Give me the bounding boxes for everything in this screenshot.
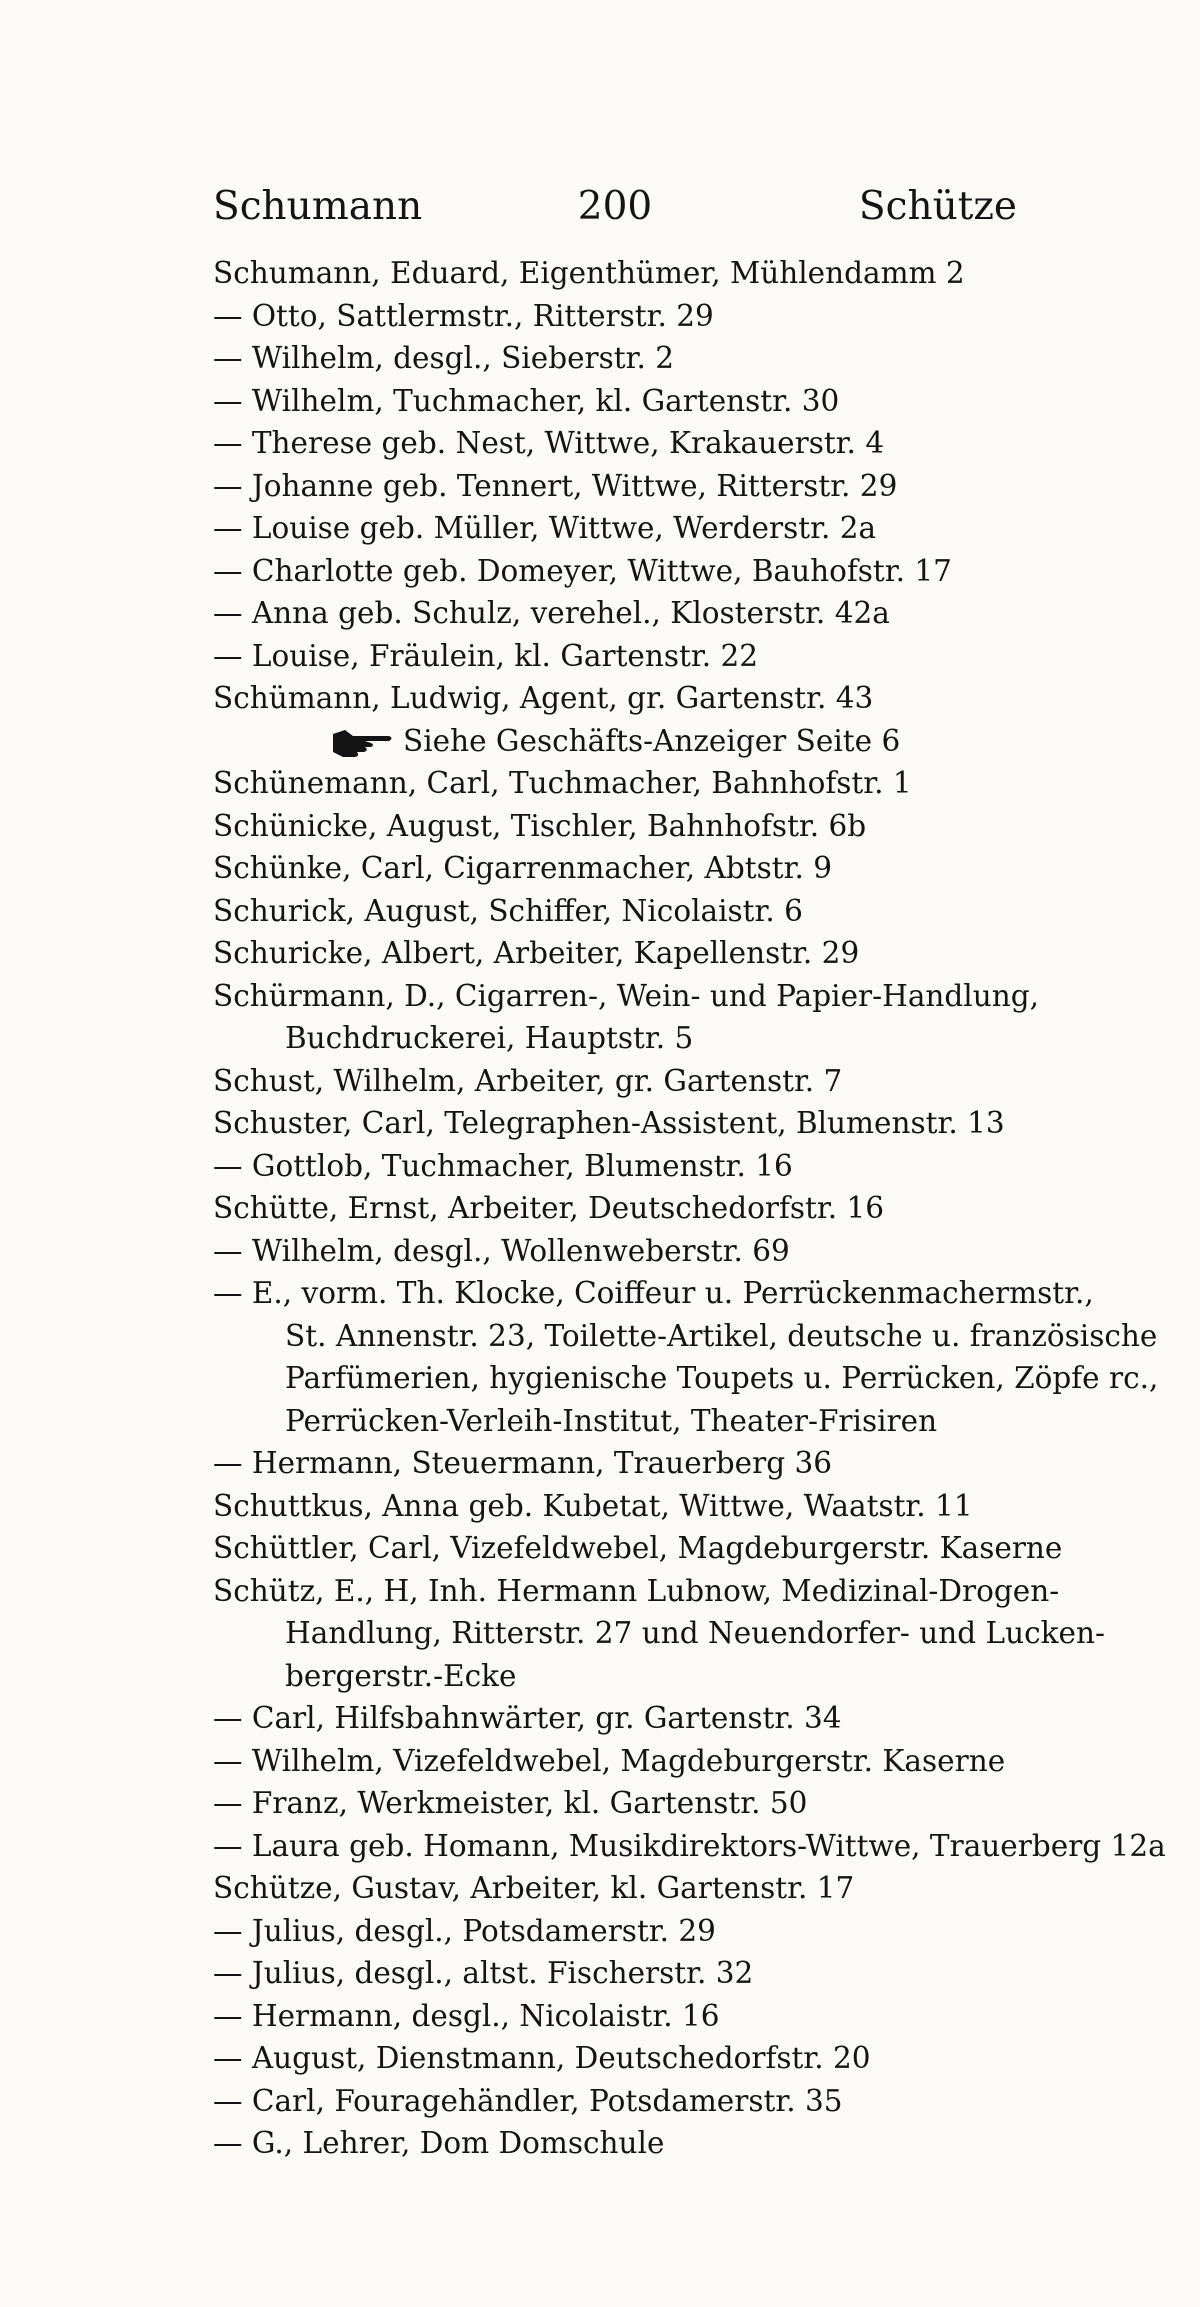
directory-entry-line (213, 932, 1053, 975)
entry-continuation-line (213, 1315, 1158, 1358)
page-number: 200 (577, 184, 653, 229)
directory-entry-line (213, 2122, 1053, 2165)
running-header (213, 172, 1017, 242)
directory-entry-line (213, 295, 1053, 338)
directory-entry-line (213, 635, 1053, 678)
directory-entry-line (213, 762, 1053, 805)
directory-entry-line (213, 1102, 1053, 1145)
header-last-name: Schütze (858, 184, 1017, 229)
entry-text: Schütz, E., H, Inh. Hermann Lubnow, Medizinal-Drogen- (213, 1573, 1060, 1608)
entry-text: Schuster, Carl, Telegraphen-Assistent, Blumenstr. 13 (213, 1106, 1005, 1140)
directory-entry-line (213, 1867, 1053, 1910)
entry-continuation-line (213, 1400, 1053, 1443)
entry-text: Buchdruckerei, Hauptstr. 5 (285, 1021, 694, 1055)
directory-entry-line (213, 1782, 1053, 1825)
entry-text: — Wilhelm, desgl., Sieberstr. 2 (213, 341, 675, 375)
directory-entry-line (213, 1995, 1053, 2038)
entry-text: Parfümerien, hygienische Toupets u. Perrücken, Zöpfe rc., (285, 1361, 1159, 1395)
entry-text: — E., vorm. Th. Klocke, Coiffeur u. Perrückenmachermstr., (213, 1276, 1094, 1310)
entry-text: — Anna geb. Schulz, verehel., Klosterstr. 42a (213, 596, 890, 630)
entry-text: — Franz, Werkmeister, kl. Gartenstr. 50 (213, 1786, 808, 1820)
entry-text: — Julius, desgl., Potsdamerstr. 29 (213, 1913, 716, 1948)
directory-entry-line (213, 1230, 1053, 1273)
entry-continuation-line (213, 1612, 1105, 1655)
directory-entry-line (213, 1527, 1063, 1570)
entry-text: Siehe Geschäfts-Anzeiger Seite 6 (403, 723, 901, 758)
entry-text: St. Annenstr. 23, Toilette-Artikel, deutsche u. französische (285, 1318, 1158, 1353)
entry-text: Schüttler, Carl, Vizefeldwebel, Magdeburgerstr. Kaserne (213, 1531, 1063, 1565)
entry-text: — Louise geb. Müller, Wittwe, Werderstr. 2a (213, 511, 877, 545)
entry-text: — Carl, Hilfsbahnwärter, gr. Gartenstr. 34 (213, 1701, 842, 1735)
directory-entry-line (213, 1485, 1053, 1528)
directory-entry-line (213, 890, 1053, 933)
entry-text: — Gottlob, Tuchmacher, Blumenstr. 16 (213, 1148, 793, 1183)
entry-text: — Therese geb. Nest, Wittwe, Krakauerstr. 4 (213, 426, 885, 460)
directory-entry-line (213, 2037, 1053, 2080)
directory-entry-line (213, 677, 1053, 720)
entry-text: Schuricke, Albert, Arbeiter, Kapellenstr. 29 (213, 936, 860, 970)
entry-continuation-line (213, 1357, 1159, 1400)
entry-text: — Wilhelm, desgl., Wollenweberstr. 69 (213, 1233, 790, 1268)
directory-entry-line (213, 975, 1053, 1018)
entry-text: — Julius, desgl., altst. Fischerstr. 32 (213, 1956, 754, 1990)
directory-entry-line (213, 465, 1053, 508)
directory-entry-line (213, 847, 1053, 890)
entry-continuation-line (213, 1017, 1053, 1060)
entry-text: Schust, Wilhelm, Arbeiter, gr. Gartenstr. 7 (213, 1063, 843, 1098)
directory-entry-line (213, 252, 1053, 295)
directory-entry-line (213, 422, 1053, 465)
entry-text: — G., Lehrer, Dom Domschule (213, 2126, 665, 2160)
directory-entry-line (213, 1272, 1094, 1315)
pointing-hand-icon (331, 726, 395, 760)
entry-text: Schütze, Gustav, Arbeiter, kl. Gartenstr. 17 (213, 1871, 855, 1905)
entry-text: — Louise, Fräulein, kl. Gartenstr. 22 (213, 638, 759, 673)
directory-entry-line (213, 550, 1053, 593)
directory-entry-line (213, 380, 1053, 423)
entry-text: Schurick, August, Schiffer, Nicolaistr. 6 (213, 893, 803, 928)
directory-entry-line (213, 592, 1053, 635)
entry-text: — August, Dienstmann, Deutschedorfstr. 20 (213, 2041, 871, 2075)
directory-entry-line (213, 1442, 1053, 1485)
directory-entry-line (213, 1697, 1053, 1740)
directory-entry-line (213, 2080, 1053, 2123)
entry-text: Schünemann, Carl, Tuchmacher, Bahnhofstr. 1 (213, 766, 912, 800)
entry-continuation-line (213, 1655, 1053, 1698)
entry-text: Schumann, Eduard, Eigenthümer, Mühlendamm 2 (213, 256, 965, 290)
header-first-name: Schumann (213, 184, 423, 229)
directory-entry-line (213, 1145, 1053, 1188)
directory-entry-line (213, 507, 1053, 550)
entry-text: — Johanne geb. Tennert, Wittwe, Ritterstr. 29 (213, 468, 898, 503)
entry-text: — Wilhelm, Vizefeldwebel, Magdeburgerstr. Kaserne (213, 1743, 1006, 1778)
entry-text: bergerstr.-Ecke (285, 1658, 517, 1693)
entry-text: Schünicke, August, Tischler, Bahnhofstr. 6b (213, 808, 867, 843)
entry-text: — Hermann, Steuermann, Trauerberg 36 (213, 1446, 833, 1480)
cross-reference-line (213, 720, 1053, 763)
directory-entry-line (213, 1060, 1053, 1103)
entry-text: — Wilhelm, Tuchmacher, kl. Gartenstr. 30 (213, 383, 840, 418)
directory-entry-line (213, 1825, 1166, 1868)
entry-text: — Laura geb. Homann, Musikdirektors-Wittwe, Trauerberg 12a (213, 1828, 1166, 1863)
entry-text: — Otto, Sattlermstr., Ritterstr. 29 (213, 298, 714, 333)
entry-text: — Charlotte geb. Domeyer, Wittwe, Bauhofstr. 17 (213, 553, 952, 588)
entry-text: Schütte, Ernst, Arbeiter, Deutschedorfstr. 16 (213, 1191, 885, 1225)
entry-text: Handlung, Ritterstr. 27 und Neuendorfer- und Lucken- (285, 1616, 1105, 1650)
directory-entries (213, 252, 1166, 2165)
directory-entry-line (213, 1570, 1060, 1613)
directory-entry-line (213, 1187, 1053, 1230)
entry-text: Schuttkus, Anna geb. Kubetat, Wittwe, Waatstr. 11 (213, 1488, 973, 1523)
directory-entry-line (213, 337, 1053, 380)
directory-entry-line (213, 805, 1053, 848)
directory-entry-line (213, 1952, 1053, 1995)
entry-text: Perrücken-Verleih-Institut, Theater-Frisiren (285, 1403, 938, 1438)
directory-entry-line (213, 1910, 1053, 1953)
entry-text: — Carl, Fouragehändler, Potsdamerstr. 35 (213, 2083, 843, 2118)
entry-text: Schümann, Ludwig, Agent, gr. Gartenstr. 43 (213, 681, 874, 715)
directory-entry-line (213, 1740, 1053, 1783)
entry-text: Schünke, Carl, Cigarrenmacher, Abtstr. 9 (213, 851, 832, 885)
entry-text: Schürmann, D., Cigarren-, Wein- und Papier-Handlung, (213, 978, 1039, 1013)
entry-text: — Hermann, desgl., Nicolaistr. 16 (213, 1998, 720, 2033)
